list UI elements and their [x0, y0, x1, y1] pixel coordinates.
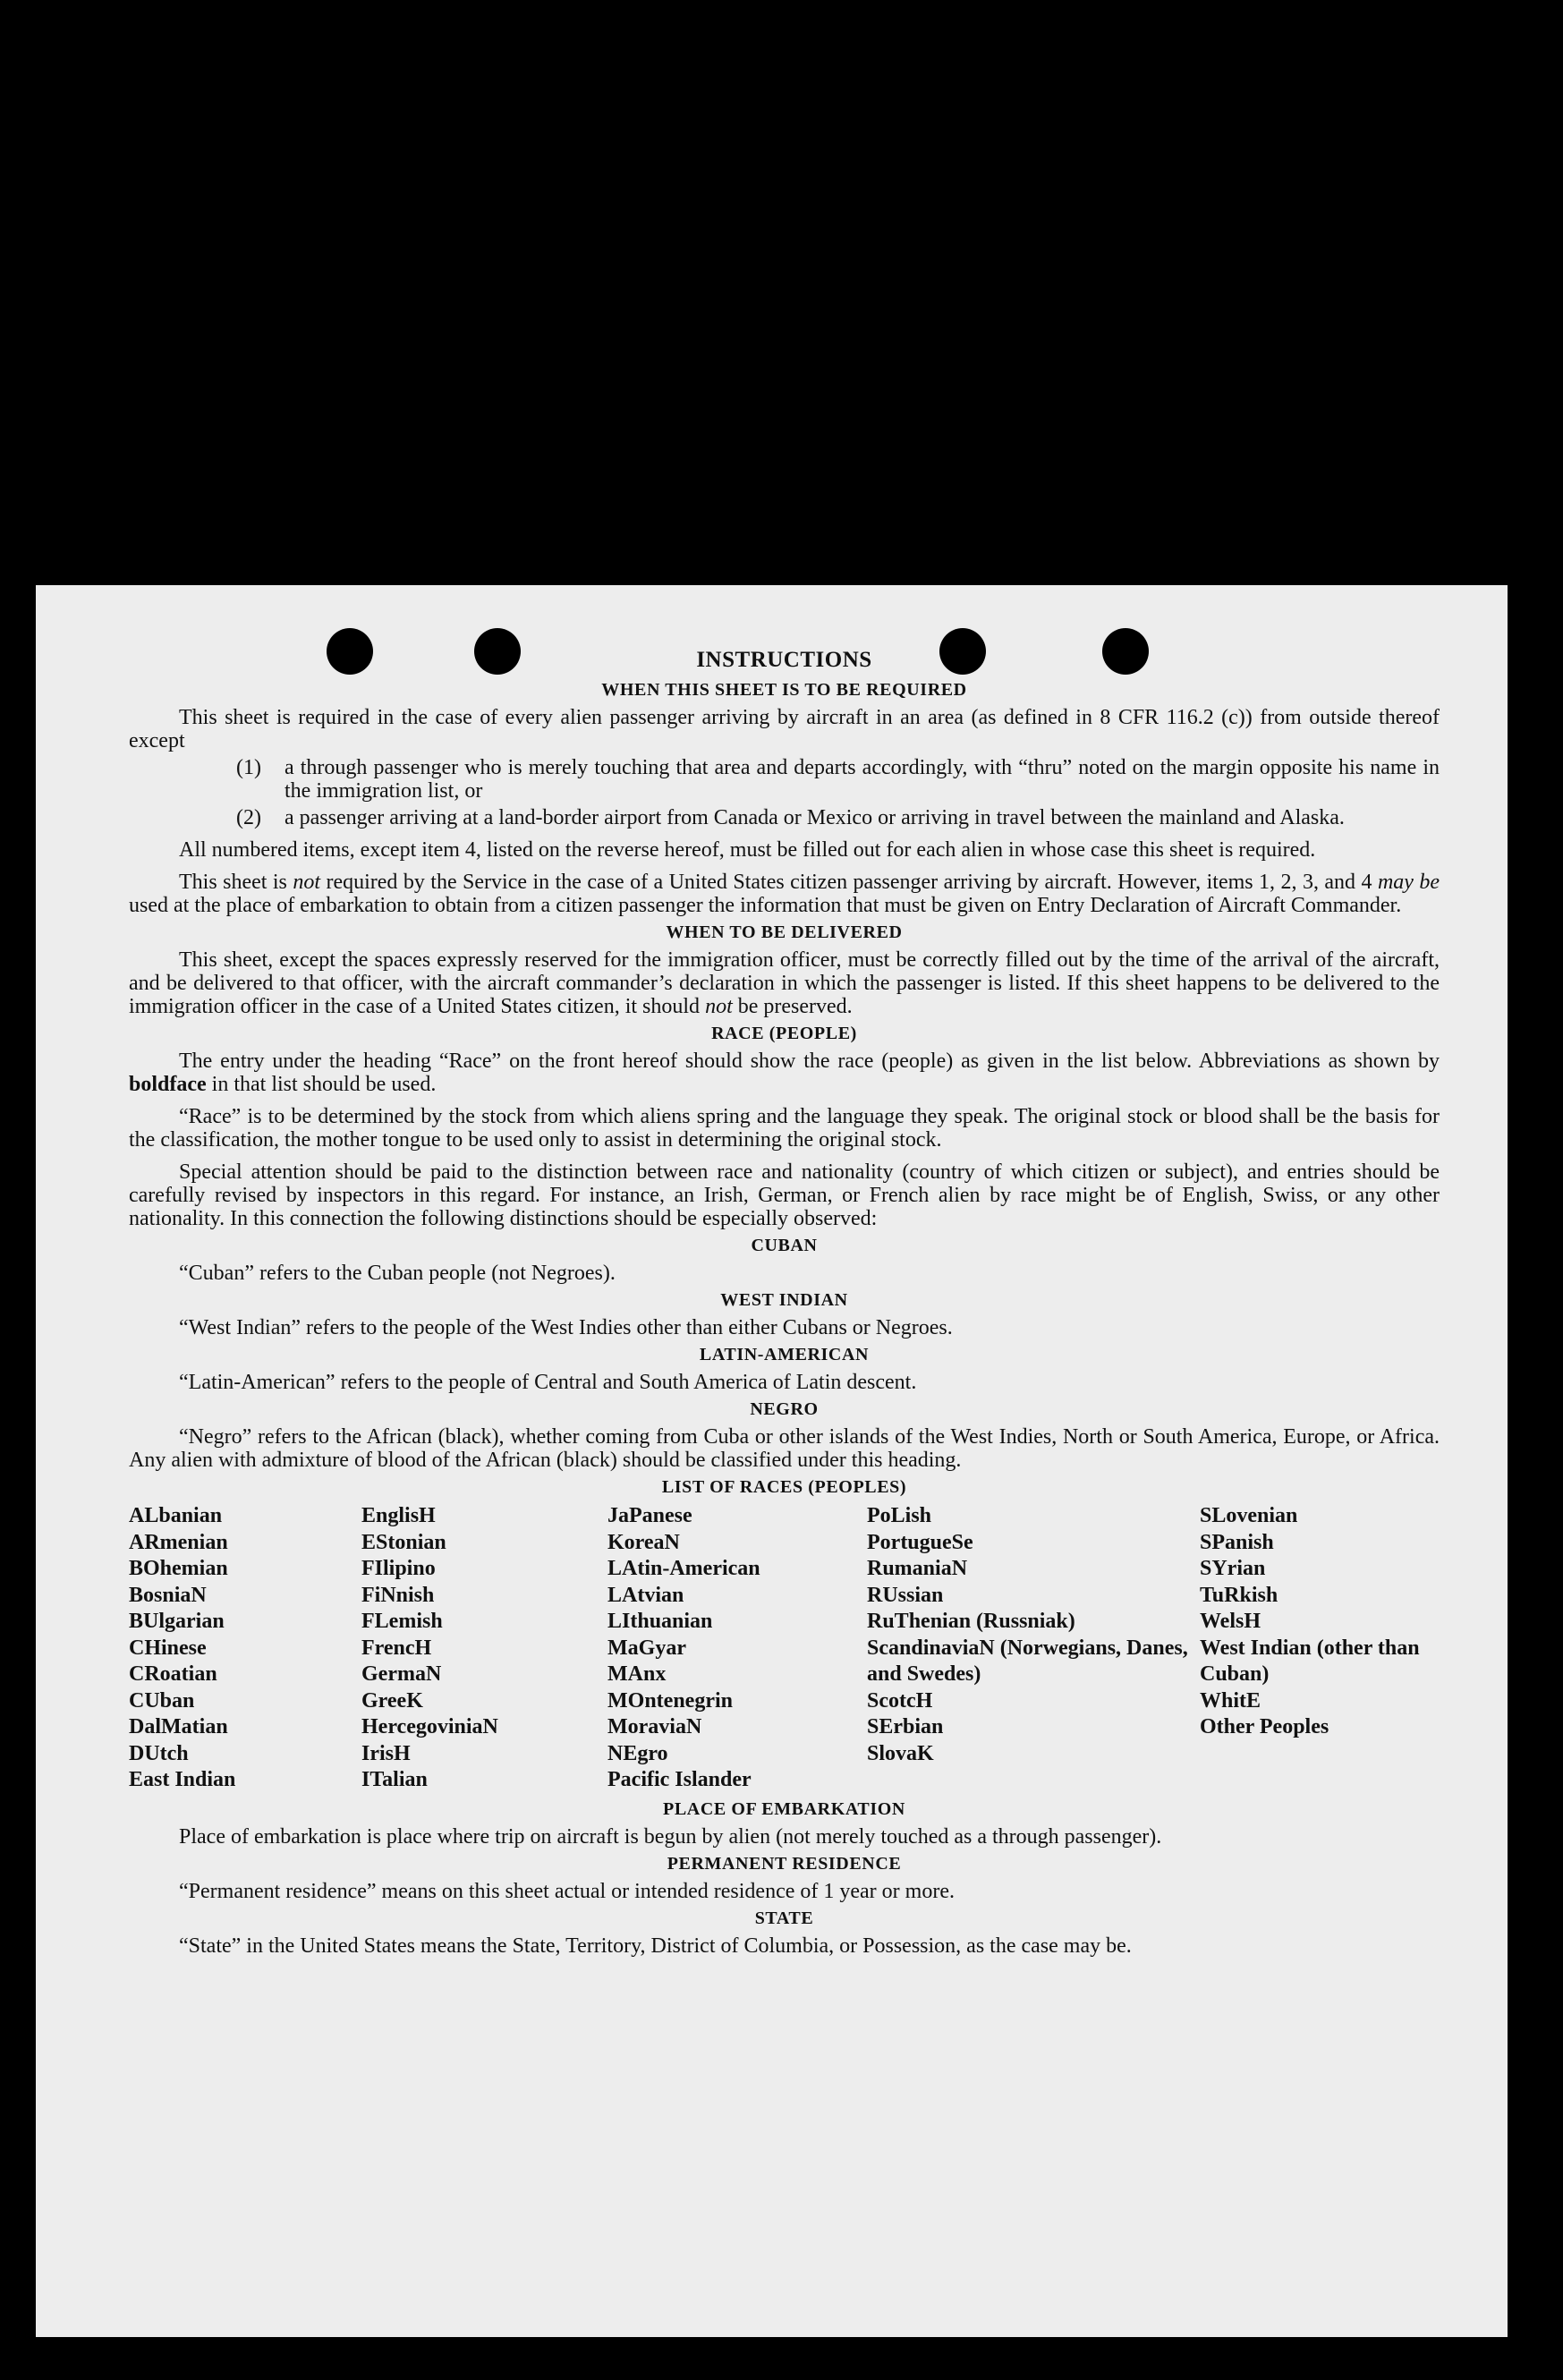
- race-entry: SlovaK: [867, 1741, 934, 1765]
- paragraph: “Negro” refers to the African (black), whether coming from Cuba or other islands of the West Indies, North or South America, Europe, or Africa. Any alien with admixture of blood of the African (black) should be classified under this heading.: [129, 1425, 1440, 1472]
- race-entry: ALbanian: [129, 1504, 223, 1527]
- paragraph: Special attention should be paid to the distinction between race and nationality (country of which citizen or subject), and entries should be carefully revised by inspectors in this regard. For instance, an Irish, German, or French alien by race might be of English, Swiss, or any other nationality. In this connection the following distinctions should be especially observed:: [129, 1160, 1440, 1230]
- item-text: a through passenger who is merely touching that area and departs accordingly, with “thru” noted on the margin opposite his name in the immigration list, or: [285, 756, 1440, 803]
- race-entry: TuRkish: [1200, 1583, 1278, 1607]
- race-entry: MaGyar: [607, 1636, 686, 1660]
- paragraph: All numbered items, except item 4, listed on the reverse hereof, must be filled out for each alien in whose case this sheet is required.: [179, 838, 1316, 862]
- text-run: in that list should be used.: [211, 1073, 437, 1096]
- race-entry: FrencH: [361, 1636, 432, 1660]
- text-run: required by the Service in the case of a United States citizen passenger arriving by aircraft. However, items 1, 2, 3, and 4: [326, 871, 1372, 894]
- races-column: [607, 1503, 867, 1794]
- race-entry: FIlipino: [361, 1557, 436, 1580]
- race-entry: Other Peoples: [1200, 1715, 1329, 1738]
- instruction-sheet: [36, 585, 1508, 2337]
- race-entry: MAnx: [607, 1662, 667, 1686]
- races-column: [867, 1503, 1200, 1794]
- section-heading: RACE (PEOPLE): [711, 1024, 857, 1043]
- paragraph: “Race” is to be determined by the stock from which aliens spring and the language they speak. The original stock or blood shall be the basis for the classification, the mother tongue to be used only to assist in determining the original stock.: [129, 1105, 1440, 1152]
- text-run: The entry under the heading “Race” on the front hereof should show the race (people) as given in the list below. Abbreviations as shown by: [179, 1050, 1440, 1073]
- race-entry: GermaN: [361, 1662, 442, 1686]
- section-heading: LATIN-AMERICAN: [699, 1345, 870, 1364]
- race-entry: SErbian: [867, 1715, 944, 1738]
- section-heading: WHEN THIS SHEET IS TO BE REQUIRED: [601, 680, 967, 700]
- race-entry: MoraviaN: [607, 1715, 702, 1738]
- race-entry: RUssian: [867, 1583, 944, 1607]
- race-entry: FiNnish: [361, 1583, 435, 1607]
- race-entry: West Indian (other than Cuban): [1200, 1636, 1420, 1686]
- race-entry: CUban: [129, 1688, 195, 1713]
- punch-hole: [939, 628, 986, 675]
- race-entry: EnglisH: [361, 1504, 436, 1527]
- paragraph: “Permanent residence” means on this sheet actual or intended residence of 1 year or more.: [179, 1879, 955, 1903]
- race-entry: PoLish: [867, 1504, 932, 1527]
- section-heading: LIST OF RACES (PEOPLES): [661, 1477, 907, 1497]
- item-number: (1): [236, 756, 261, 779]
- race-entry: LAtin-American: [607, 1557, 760, 1580]
- race-entry: ITalian: [361, 1768, 428, 1791]
- race-entry: CHinese: [129, 1636, 207, 1660]
- paragraph: [129, 948, 1440, 1018]
- race-entry: LIthuanian: [607, 1610, 713, 1633]
- race-entry: IrisH: [361, 1741, 411, 1765]
- race-entry: DUtch: [129, 1741, 189, 1765]
- page-title: INSTRUCTIONS: [696, 648, 872, 672]
- race-entry: CRoatian: [129, 1662, 217, 1686]
- race-entry: RuThenian (Russniak): [867, 1610, 1075, 1633]
- section-heading: WEST INDIAN: [720, 1290, 848, 1310]
- list-item: [129, 806, 1440, 829]
- item-text: a passenger arriving at a land-border airport from Canada or Mexico or arriving in travel between the mainland and Alaska.: [285, 806, 1345, 829]
- race-entry: ARmenian: [129, 1530, 228, 1554]
- punch-hole: [474, 628, 521, 675]
- text-run: be preserved.: [737, 995, 853, 1018]
- race-entry: LAtvian: [607, 1583, 684, 1607]
- race-entry: BOhemian: [129, 1557, 228, 1580]
- race-entry: BUlgarian: [129, 1610, 225, 1633]
- paragraph: “Cuban” refers to the Cuban people (not Negroes).: [179, 1262, 616, 1285]
- paragraph: [129, 871, 1440, 917]
- race-entry: MOntenegrin: [607, 1688, 733, 1713]
- race-entry: ScotcH: [867, 1688, 933, 1713]
- list-item: [129, 756, 1440, 803]
- race-entry: SYrian: [1200, 1557, 1266, 1580]
- section-heading: PLACE OF EMBARKATION: [663, 1798, 905, 1819]
- punch-hole: [1102, 628, 1149, 675]
- race-entry: EStonian: [361, 1530, 446, 1554]
- race-entry: NEgro: [607, 1741, 668, 1765]
- section-heading: PERMANENT RESIDENCE: [667, 1853, 902, 1874]
- text-run: boldface: [129, 1073, 207, 1096]
- race-entry: Pacific Islander: [607, 1768, 752, 1791]
- race-entry: FLemish: [361, 1610, 443, 1633]
- section-heading: NEGRO: [750, 1399, 819, 1419]
- race-entry: WhitE: [1200, 1688, 1261, 1713]
- races-list: [129, 1503, 1440, 1794]
- paragraph: “West Indian” refers to the people of the West Indies other than either Cubans or Negroes.: [179, 1316, 953, 1339]
- races-column: [1200, 1503, 1441, 1794]
- item-number: (2): [236, 806, 261, 829]
- race-entry: PortugueSe: [867, 1530, 973, 1554]
- text-run: not: [293, 871, 320, 894]
- text-run: This sheet is: [179, 871, 287, 894]
- races-column: [361, 1503, 607, 1794]
- race-entry: SPanish: [1200, 1530, 1274, 1554]
- paragraph: “Latin-American” refers to the people of Central and South America of Latin descent.: [179, 1371, 917, 1394]
- text-run: not: [705, 995, 733, 1018]
- race-entry: DalMatian: [129, 1715, 228, 1738]
- race-entry: BosniaN: [129, 1583, 207, 1607]
- paragraph: Place of embarkation is place where trip on aircraft is begun by alien (not merely touched as a through passenger).: [179, 1824, 1162, 1849]
- race-entry: HercegoviniaN: [361, 1715, 498, 1738]
- race-entry: JaPanese: [607, 1504, 692, 1527]
- race-entry: KoreaN: [607, 1530, 680, 1554]
- race-entry: East Indian: [129, 1768, 236, 1791]
- race-entry: ScandinaviaN (Norwegians, Danes, and Swedes): [867, 1636, 1188, 1686]
- punch-hole: [327, 628, 373, 675]
- text-run: This sheet, except the spaces expressly reserved for the immigration officer, must be correctly filled out by the time of the arrival of the aircraft, and be delivered to that officer, with the aircraft commander’s declaration in which the passenger is listed. If this sheet happens to be delivered to the immigration officer in the case of a United States citizen, it should: [129, 948, 1440, 1018]
- section-heading: STATE: [754, 1908, 814, 1928]
- paragraph: This sheet is required in the case of every alien passenger arriving by aircraft in an area (as defined in 8 CFR 116.2 (c)) from outside thereof except: [129, 706, 1440, 752]
- text-run: may be: [1377, 871, 1440, 894]
- section-heading: WHEN TO BE DELIVERED: [666, 922, 903, 942]
- race-entry: RumaniaN: [867, 1557, 968, 1580]
- paragraph: [129, 1050, 1440, 1096]
- race-entry: GreeK: [361, 1688, 423, 1713]
- races-column: [129, 1503, 361, 1794]
- paragraph: “State” in the United States means the State, Territory, District of Columbia, or Possession, as the case may be.: [179, 1934, 1132, 1958]
- race-entry: WelsH: [1200, 1610, 1261, 1633]
- text-run: used at the place of embarkation to obtain from a citizen passenger the information that must be given on Entry Declaration of Aircraft Commander.: [129, 894, 1402, 917]
- race-entry: SLovenian: [1200, 1504, 1298, 1527]
- section-heading: CUBAN: [751, 1236, 818, 1255]
